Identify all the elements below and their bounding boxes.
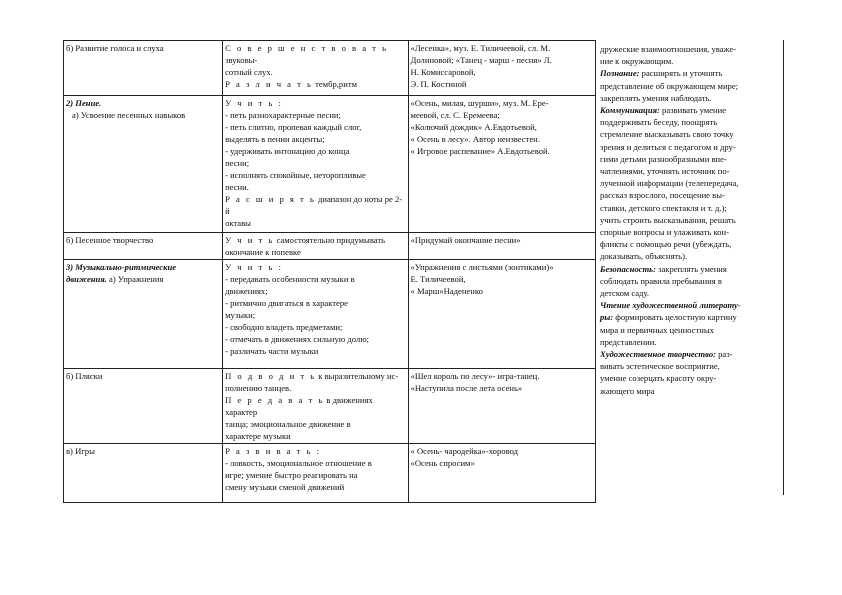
task-text: - петь слитно, пропевая каждый слог, — [225, 122, 362, 132]
area-text: вивать эстетическое восприятие, — [600, 361, 720, 372]
repertoire-line: « Марш»Надененко — [410, 286, 483, 296]
activity-title-text: 3) Музыкально-ритмические — [66, 262, 177, 272]
integration-line — [600, 189, 784, 201]
task-text: - свободно владеть предметами; — [225, 322, 343, 332]
area-text: учить строить высказывания, решать — [600, 214, 736, 225]
integration-line — [600, 348, 784, 360]
area-text: формировать целостную картину — [613, 312, 737, 323]
integration-line — [600, 141, 784, 153]
area-text: ние к окружающим. — [600, 56, 674, 67]
area-text: ставки, детского спектакля и т. д.); — [600, 202, 727, 213]
area-text: соблюдать правила пребывания в — [600, 275, 722, 286]
repertoire-line: «Колючий дождик» А.Евдотьевой, — [410, 122, 537, 132]
activity-line: а) Усвоение песенных навыков — [72, 110, 186, 120]
task-line — [225, 246, 405, 258]
task-line — [225, 445, 405, 457]
task-text: к выразительному ис- — [316, 371, 399, 381]
task-text: окончание к попевке — [225, 247, 301, 257]
table-row — [64, 444, 596, 503]
area-label: ры: — [600, 312, 614, 323]
integration-line — [600, 165, 784, 177]
integration-line — [600, 104, 784, 116]
repertoire-line: «Лесенка», муз. Е. Тиличеевой, сл. М. — [410, 43, 551, 53]
integration-line — [600, 336, 784, 348]
task-text: звуковы- — [225, 55, 258, 65]
area-label: Безопасность: — [600, 263, 656, 274]
repertoire-cell — [408, 41, 595, 96]
tasks-cell — [223, 444, 408, 503]
task-text: октавы — [225, 218, 251, 228]
task-verb: У ч и т ь : — [225, 262, 283, 272]
task-text: - различать части музыки — [225, 346, 319, 356]
task-text: сотный слух. — [225, 67, 273, 77]
task-line — [225, 345, 405, 357]
integration-line — [600, 67, 784, 79]
activity-line: в) Игры — [66, 446, 95, 456]
task-verb: У ч и т ь — [225, 235, 275, 245]
activity-suffix: а) Упражнения — [106, 274, 164, 284]
task-verb: П о д в о д и т ь — [225, 371, 317, 381]
activity-line: б) Развитие голоса и слуха — [66, 43, 164, 53]
integration-line — [600, 250, 784, 262]
repertoire-cell — [408, 260, 595, 369]
task-text: диапазон до ноты ре 2-й — [225, 194, 403, 216]
area-text: закреплять умения наблюдать. — [600, 92, 712, 103]
task-verb: Р а с ш и р я т ь — [225, 194, 316, 204]
task-line — [225, 370, 405, 382]
integration-line — [600, 92, 784, 104]
repertoire-line: Э. П. Костиной — [410, 79, 467, 89]
program-table — [63, 40, 596, 503]
task-text: - передавать особенности музыки в — [225, 274, 355, 284]
repertoire-line: «Наступила после лета осень» — [410, 383, 523, 393]
task-line — [225, 481, 405, 493]
task-line — [225, 321, 405, 333]
area-text: жающего мира — [600, 385, 655, 396]
task-text: движениях; — [225, 286, 268, 296]
area-text: гими детьми разнообразными впе- — [600, 153, 727, 164]
task-text: смену музыки сменой движений — [225, 482, 345, 492]
tasks-cell — [223, 369, 408, 444]
integration-column — [600, 43, 784, 397]
integration-line — [600, 153, 784, 165]
area-text: фликты с помощью речи (убеждать, — [600, 239, 732, 250]
area-text: стремление высказывать свою точку — [600, 129, 734, 140]
task-line — [225, 217, 405, 229]
area-label: Чтение художественной литерату- — [600, 300, 741, 311]
task-line — [225, 78, 405, 90]
integration-line — [600, 263, 784, 275]
task-text: песни; — [225, 158, 250, 168]
integration-line — [600, 372, 784, 384]
task-line — [225, 418, 405, 430]
repertoire-line: «Осень, милая, шурши», муз. М. Ере- — [410, 98, 549, 108]
repertoire-line: Долиновой; «Танец - марш - песня» Л. — [410, 55, 552, 65]
area-text: дружеские взаимоотношения, уваже- — [600, 44, 737, 54]
task-verb: Р а з в и в а т ь : — [225, 446, 321, 456]
area-text: представлении. — [600, 336, 657, 347]
task-text: игре; умение быстро реагировать на — [225, 470, 358, 480]
integration-line — [600, 43, 784, 55]
area-text: спорные вопросы и улаживать кон- — [600, 227, 729, 238]
task-line — [225, 169, 405, 181]
activity-title-text: 2) Пение. — [66, 98, 102, 108]
repertoire-cell — [408, 444, 595, 503]
task-line — [225, 42, 405, 66]
activity-cell — [64, 260, 223, 369]
repertoire-line: Н. Комиссаровой, — [410, 67, 476, 77]
area-text: зрения и делиться с педагогом и дру- — [600, 141, 736, 152]
repertoire-line: «Придумай окончание песни» — [410, 235, 521, 245]
tasks-cell — [223, 96, 408, 233]
activity-cell — [64, 41, 223, 96]
task-verb: Р а з л и ч а т ь — [225, 79, 313, 89]
repertoire-line: « Игровое распевание» А.Евдотьевой. — [410, 146, 550, 156]
task-text: - петь разнохарактерные песни; — [225, 110, 341, 120]
task-text: выделять в пении акценты; — [225, 134, 325, 144]
repertoire-line: «Осень спросим» — [410, 458, 475, 468]
area-text: лученной информации (телепередача, — [600, 178, 739, 189]
activity-cell — [64, 369, 223, 444]
task-text: - исполнять спокойные, неторопливые — [225, 170, 366, 180]
task-line — [225, 133, 405, 145]
task-verb: У ч и т ь : — [225, 98, 283, 108]
tasks-cell — [223, 41, 408, 96]
activity-title — [66, 97, 220, 109]
area-label: Художественное творчество: — [600, 349, 716, 360]
area-text: детском саду. — [600, 288, 650, 299]
task-line — [225, 469, 405, 481]
repertoire-line: меевой, сл. С. Еремеева; — [410, 110, 500, 120]
task-line — [225, 121, 405, 133]
activity-title-text: движения. — [66, 274, 107, 284]
activity-cell — [64, 233, 223, 260]
repertoire-line: « Осень- чародейка»-хоровод — [410, 446, 518, 456]
repertoire-line: «Упражнения с листьями (зонтиками)» — [410, 262, 554, 272]
integration-line — [600, 177, 784, 189]
activity-cell — [64, 96, 223, 233]
activity-line: б) Песенное творчество — [66, 235, 154, 245]
table-row — [64, 260, 596, 369]
area-text: мира и первичных ценностных — [600, 324, 714, 335]
table-row — [64, 369, 596, 444]
task-text: танца; эмоциональное движение в — [225, 419, 351, 429]
area-text: закреплять умения — [655, 263, 727, 274]
area-text: расширять и уточнять — [639, 68, 723, 79]
repertoire-cell — [408, 96, 595, 233]
task-text: в движениях характер — [225, 395, 373, 417]
task-line — [225, 97, 405, 109]
task-text: - отмечать в движениях сильную долю; — [225, 334, 370, 344]
tasks-cell — [223, 260, 408, 369]
task-line — [225, 193, 405, 217]
integration-line — [600, 360, 784, 372]
task-line — [225, 273, 405, 285]
task-line — [225, 457, 405, 469]
area-text: развивать умение — [659, 105, 727, 116]
repertoire-cell — [408, 233, 595, 260]
table-row — [64, 233, 596, 260]
task-line — [225, 109, 405, 121]
area-text: рассказ взрослого, посещение вы- — [600, 190, 725, 201]
task-text: - удерживать интонацию до конца — [225, 146, 350, 156]
area-text: чатлениями, уточнять источник по- — [600, 166, 730, 177]
task-line — [225, 234, 405, 246]
integration-line — [600, 80, 784, 92]
integration-line — [600, 202, 784, 214]
integration-line — [600, 226, 784, 238]
area-text: поддерживать беседу, поощрять — [600, 117, 718, 128]
task-line — [225, 285, 405, 297]
activity-line: б) Пляски — [66, 371, 103, 381]
task-line — [225, 157, 405, 169]
task-verb: С о в е р ш е н с т в о в а т ь — [225, 43, 389, 53]
area-text: умение созерцать красоту окру- — [600, 373, 717, 384]
activity-cell — [64, 444, 223, 503]
table-row — [64, 96, 596, 233]
area-label: Познание: — [600, 68, 640, 79]
task-verb: П е р е д а в а т ь — [225, 395, 325, 405]
integration-line — [600, 275, 784, 287]
task-line — [225, 66, 405, 78]
repertoire-line: «Шел король по лесу»- игра-танец. — [410, 371, 540, 381]
task-text: характере музыки — [225, 431, 291, 441]
repertoire-line: « Осень в лесу». Автор неизвестен. — [410, 134, 540, 144]
task-text: музыки; — [225, 310, 256, 320]
task-line — [225, 333, 405, 345]
integration-line — [600, 324, 784, 336]
task-line — [225, 145, 405, 157]
integration-line — [600, 299, 784, 311]
integration-line — [600, 128, 784, 140]
repertoire-cell — [408, 369, 595, 444]
task-text: - ловкость, эмоциональное отношение в — [225, 458, 372, 468]
repertoire-line: Е. Тиличеевой, — [410, 274, 466, 284]
task-line — [225, 382, 405, 394]
task-line — [225, 430, 405, 442]
task-text: самостоятельно придумывать — [274, 235, 386, 245]
integration-line — [600, 55, 784, 67]
activity-title — [66, 261, 220, 273]
area-text: раз- — [715, 349, 733, 360]
integration-line — [600, 311, 784, 323]
task-text: тембр,ритм — [312, 79, 358, 89]
area-text: доказывать, объяснять). — [600, 251, 688, 262]
area-label: Коммуникация: — [600, 105, 660, 116]
integration-line — [600, 116, 784, 128]
integration-line — [600, 287, 784, 299]
integration-line — [600, 385, 784, 397]
integration-line — [600, 238, 784, 250]
task-line — [225, 309, 405, 321]
task-text: - ритмично двигаться в характере — [225, 298, 348, 308]
task-line — [225, 297, 405, 309]
task-line — [225, 261, 405, 273]
table-row — [64, 41, 596, 96]
task-text: полнению танцев. — [225, 383, 292, 393]
task-line — [225, 394, 405, 418]
tasks-cell — [223, 233, 408, 260]
area-text: представление об окружающем мире; — [600, 80, 739, 91]
task-text: песни. — [225, 182, 249, 192]
integration-line — [600, 214, 784, 226]
activity-title-line — [66, 273, 220, 285]
task-line — [225, 181, 405, 193]
